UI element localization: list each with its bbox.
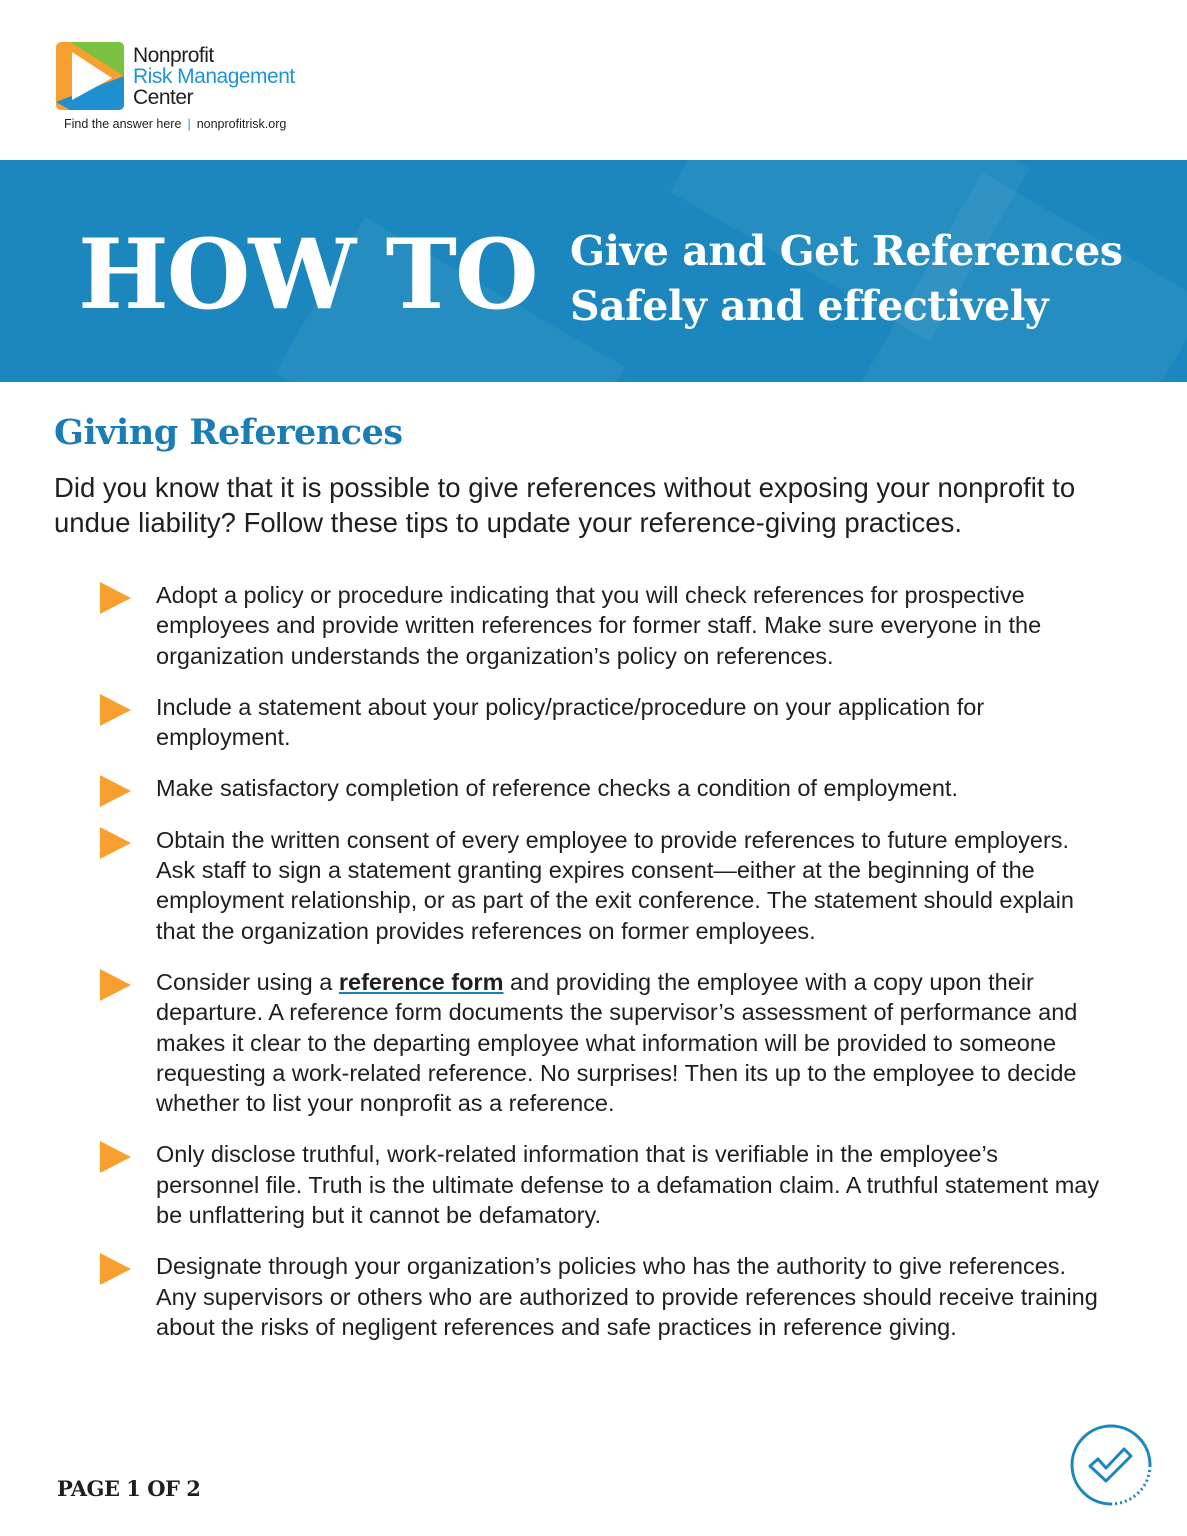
website-url[interactable]: nonprofitrisk.org — [196, 117, 287, 131]
logo-line2: Risk Management — [133, 65, 295, 88]
logo-line1: Nonprofit — [133, 44, 214, 67]
list-item: Only disclose truthful, work-related information that is verifiable in the employee’s personnel file. Truth is the ultimate defense to a defamation claim. A truthful statement may be unflattering but it cannot be defamatory. — [100, 1139, 1100, 1230]
bullet-triangle-icon — [100, 1141, 131, 1173]
list-item: Obtain the written consent of every employee to provide references to future employers. Ask staff to sign a statement granting expires consent—either at the beginning of the employment relationship, or as part of the exit conference. The statement should explain that the organization provides references on former employees. — [100, 825, 1100, 946]
intro-text: Did you know that it is possible to give references without exposing your nonprofit to undue liability? Follow these tips to update your reference-giving practices. — [54, 472, 1076, 538]
list-item: Include a statement about your policy/practice/procedure on your application for employment. — [100, 692, 1100, 753]
reference-form-link[interactable]: reference form — [338, 968, 504, 995]
section-heading: Giving References — [54, 412, 403, 453]
bullet-triangle-icon — [100, 694, 131, 726]
bullet-triangle-icon — [100, 775, 131, 807]
subtitle-1: Give and Get References — [570, 227, 1123, 275]
bullet-triangle-icon — [100, 1253, 131, 1285]
list-item: Adopt a policy or procedure indicating that you will check references for prospective employees and provide written references for former staff. Make sure everyone in the organization understands the organization’s policy on references. — [100, 580, 1100, 671]
page-number: PAGE 1 OF 2 — [57, 1476, 201, 1501]
subtitle-2: Safely and effectively — [570, 282, 1049, 330]
tips-list — [100, 580, 1100, 1363]
bullet-triangle-icon — [100, 582, 131, 614]
checkmark-circle-icon — [1068, 1422, 1154, 1508]
how-to-title: HOW TO — [78, 218, 537, 331]
title-banner — [0, 160, 1187, 382]
list-item: Designate through your organization’s policies who has the authority to give references. Any supervisors or others who are authorized to provide references should receive training about the risks of negligent references and safe practices in reference giving. — [100, 1251, 1100, 1342]
list-item: Make satisfactory completion of reference checks a condition of employment. — [100, 773, 1100, 803]
logo: Nonprofit Risk Management Center Find the answer here | nonprofitrisk.org — [56, 42, 316, 137]
logo-play-icon — [56, 42, 124, 110]
logo-line3: Center — [133, 86, 194, 109]
bullet-triangle-icon — [100, 827, 131, 859]
bullet-triangle-icon — [100, 969, 131, 1001]
tagline: Find the answer here — [64, 117, 182, 131]
list-item: Consider using a reference form and providing the employee with a copy upon their departure. A reference form documents the supervisor’s assessment of performance and makes it clear to the departing employee what information will be provided to someone requesting a work-related reference. No surprises! Then its up to the employee to decide whether to list your nonprofit as a reference. — [100, 967, 1100, 1118]
